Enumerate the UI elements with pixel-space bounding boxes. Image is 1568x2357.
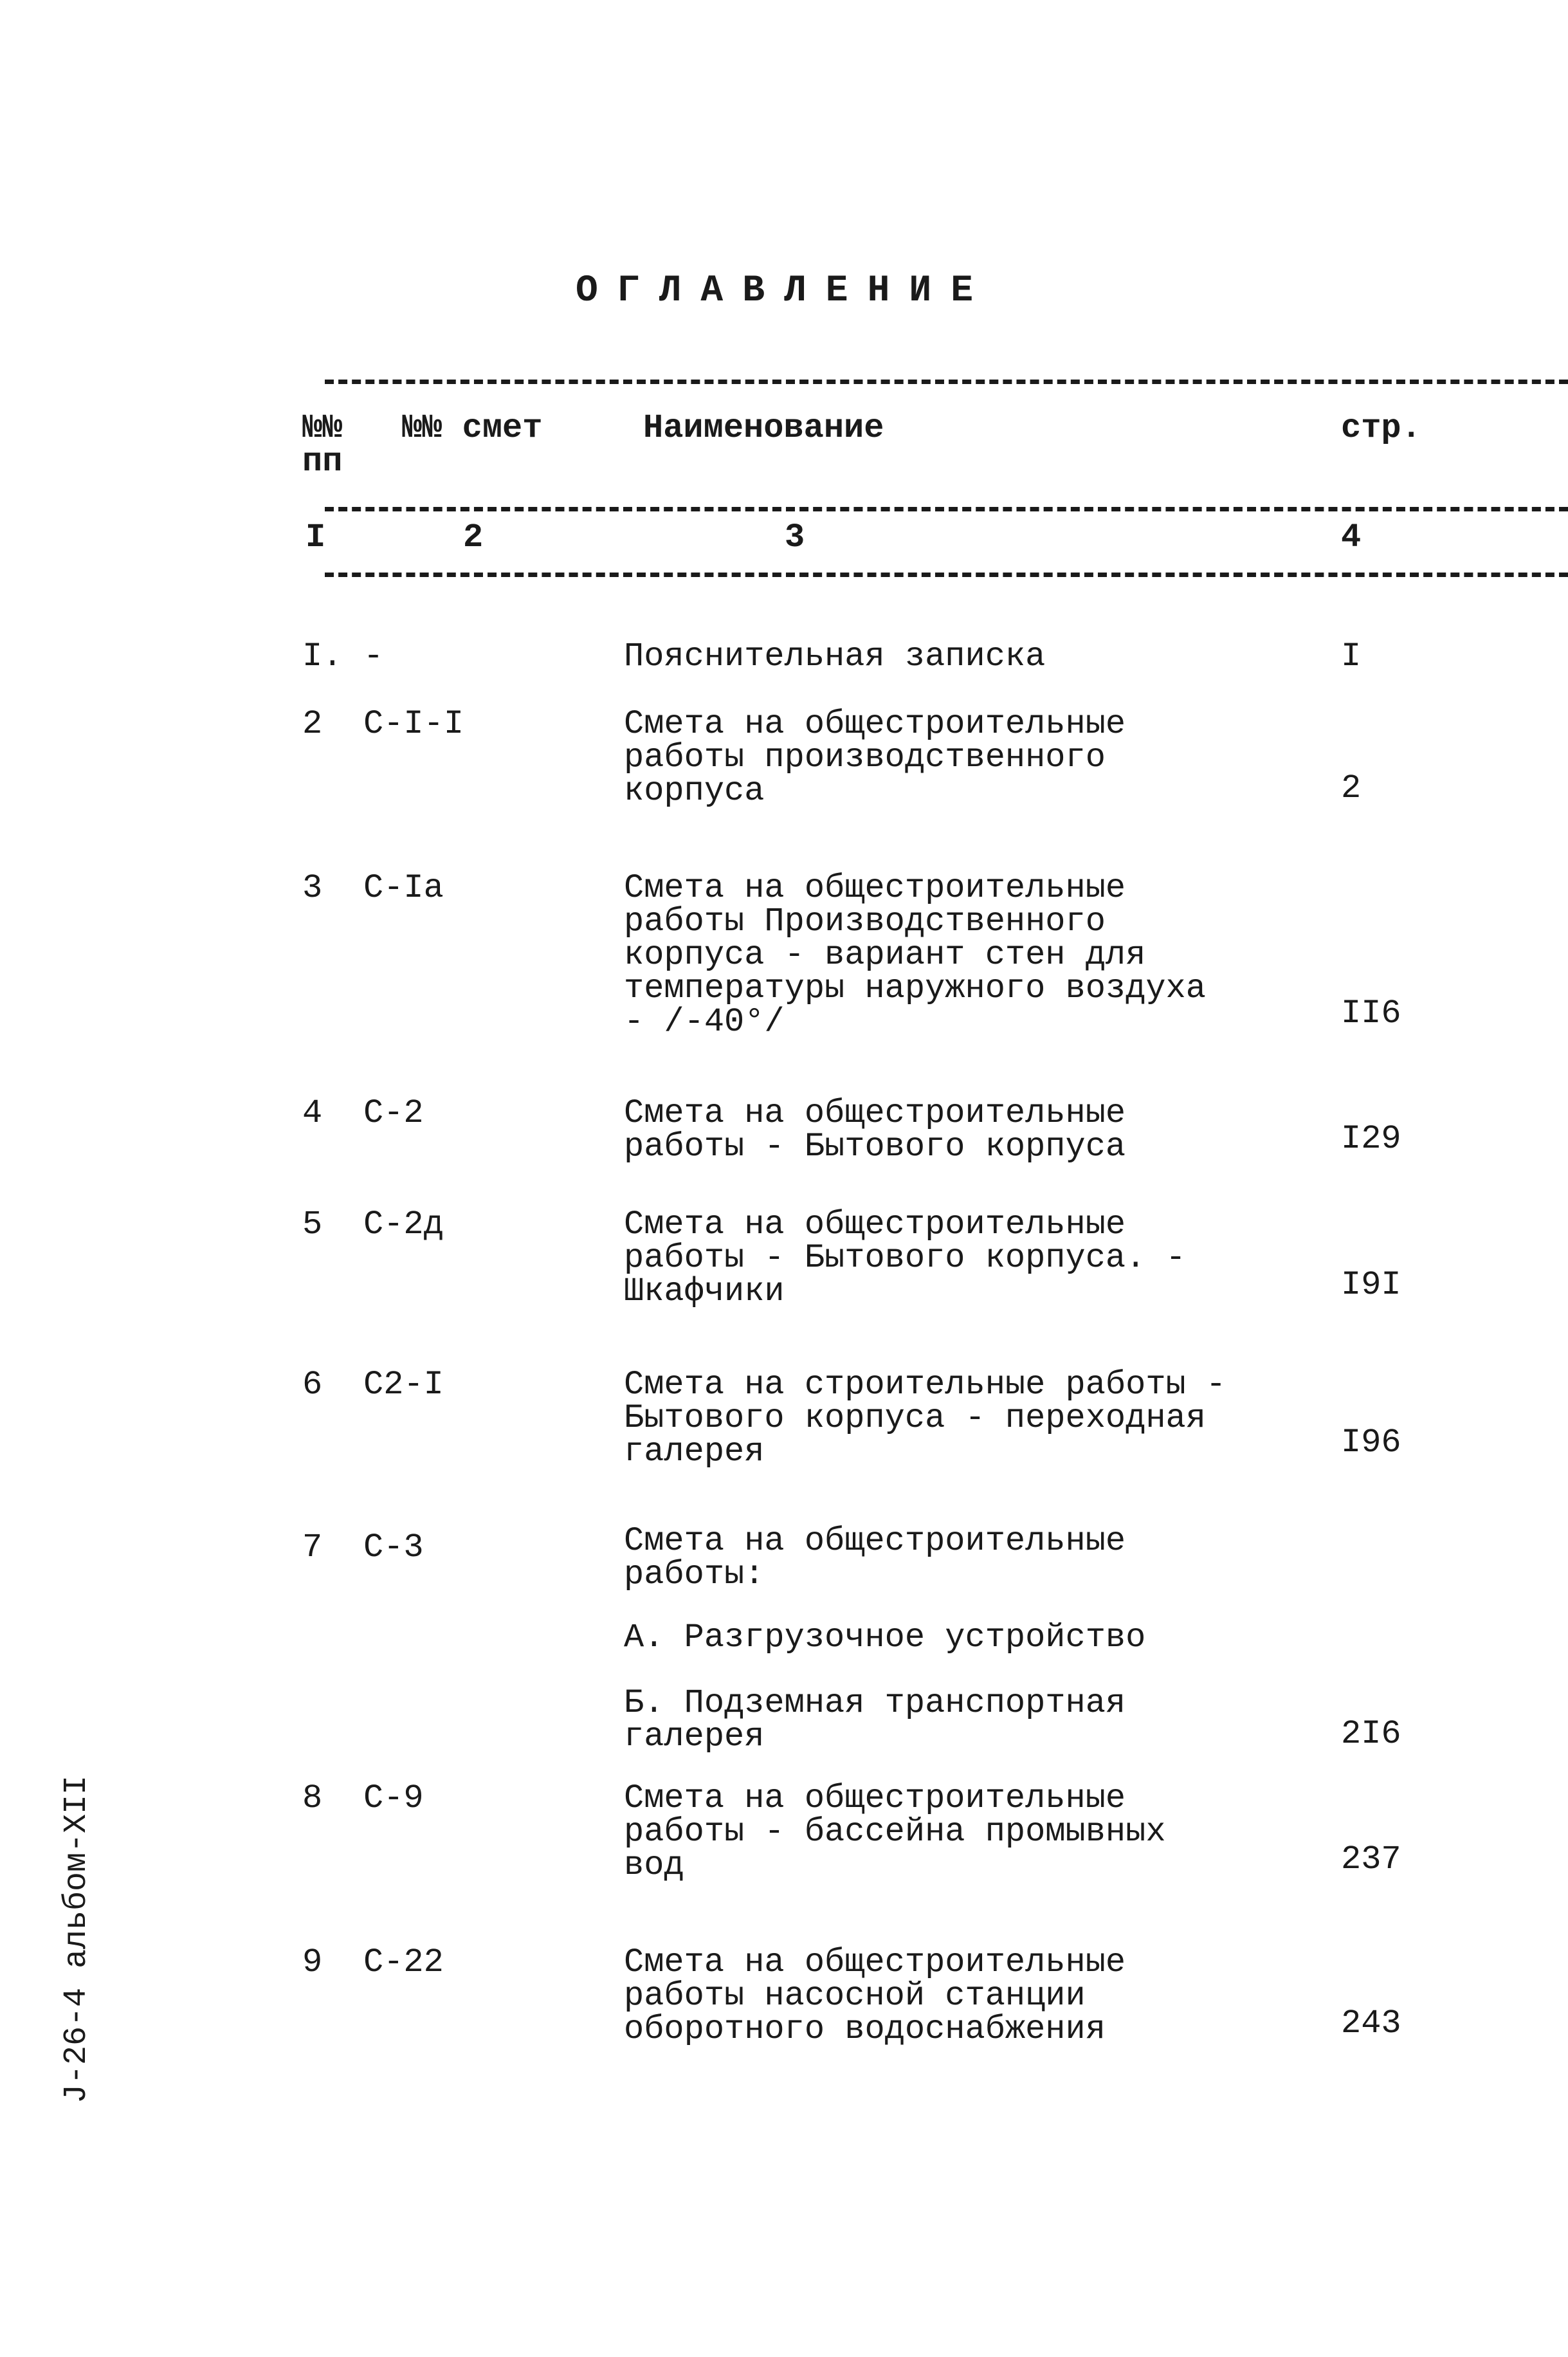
estimate-code: С-9: [363, 1779, 424, 1817]
item-name: Смета на общестроительные работы - Бытового корпуса. - Шкафчики: [624, 1206, 1206, 1310]
header-rule-bottom: [325, 573, 1568, 577]
estimate-code: С-I-I: [363, 705, 464, 743]
estimate-code: С-3: [363, 1528, 424, 1566]
column-number-3: 3: [785, 518, 805, 556]
row-number: 8: [302, 1779, 323, 1817]
row-number: 6: [302, 1366, 323, 1404]
estimate-code: С-2: [363, 1094, 424, 1132]
header-rule-top: [325, 380, 1568, 384]
page-number: I9I: [1341, 1266, 1401, 1304]
side-archive-note: J-26-4 альбом-XII: [59, 1775, 95, 2104]
estimate-code: С-22: [363, 1943, 444, 1981]
page-number: 243: [1341, 2004, 1401, 2042]
item-name: Пояснительная записка: [624, 637, 1046, 675]
header-nn: №№ пп: [302, 409, 363, 481]
page-number: I29: [1341, 1120, 1401, 1158]
item-name: Смета на общестроительные работы производственного корпуса: [624, 705, 1146, 810]
page-number: 2I6: [1341, 1715, 1401, 1753]
document-title: ОГЛАВЛЕНИЕ: [575, 270, 993, 312]
item-name: Смета на общестроительные работы - Бытового корпуса: [624, 1094, 1146, 1166]
header-rule-middle: [325, 507, 1568, 511]
page-number: I96: [1341, 1424, 1401, 1462]
item-name: Смета на строительные работы - Бытового корпуса - переходная галерея: [624, 1366, 1246, 1471]
row-number: 9: [302, 1943, 323, 1981]
column-number-1: I: [305, 518, 326, 556]
estimate-code: С2-I: [363, 1366, 444, 1404]
header-code: №№ смет: [402, 409, 543, 447]
item-name: А. Разгрузочное устройство: [624, 1619, 1146, 1656]
page-number: I: [1341, 637, 1362, 675]
estimate-code: С-2д: [363, 1206, 444, 1243]
row-number: I.: [302, 637, 343, 675]
item-name: Б. Подземная транспортная галерея: [624, 1684, 1146, 1756]
row-number: 7: [302, 1528, 323, 1566]
item-name: Смета на общестроительные работы - бассейна промывных вод: [624, 1779, 1186, 1884]
row-number: 4: [302, 1094, 323, 1132]
item-name: Смета на общестроительные работы насосной станции оборотного водоснабжения: [624, 1943, 1146, 2048]
column-number-4: 4: [1341, 518, 1362, 556]
header-name: Наименование: [643, 409, 884, 447]
header-page: стр.: [1341, 409, 1421, 447]
estimate-code: -: [363, 637, 384, 675]
estimate-code: С-Iа: [363, 869, 444, 907]
page-number: II6: [1341, 995, 1401, 1032]
row-number: 3: [302, 869, 323, 907]
column-number-2: 2: [463, 518, 484, 556]
row-number: 2: [302, 705, 323, 743]
page-number: 237: [1341, 1840, 1401, 1878]
item-name: Смета на общестроительные работы Производственного корпуса - вариант стен для температуры наружного воздуха - /-40°/: [624, 869, 1226, 1041]
row-number: 5: [302, 1206, 323, 1243]
item-name: Смета на общестроительные работы:: [624, 1522, 1146, 1593]
page-number: 2: [1341, 769, 1362, 807]
